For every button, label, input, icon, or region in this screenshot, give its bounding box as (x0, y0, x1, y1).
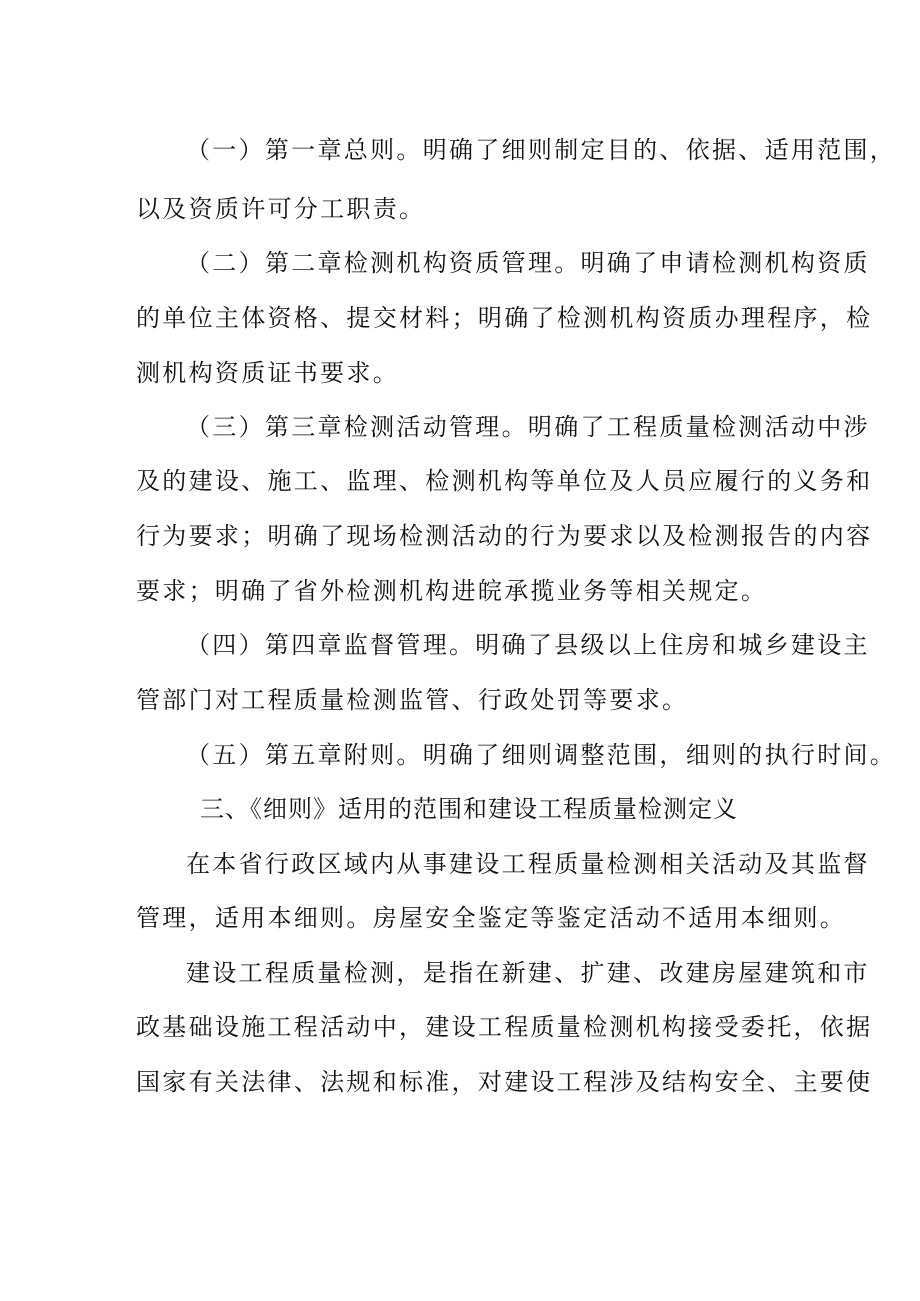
paragraph-definition-line3: 国家有关法律、法规和标准，对建设工程涉及结构安全、主要使 (136, 1068, 873, 1096)
paragraph-scope-line2: 管理，适用本细则。房屋安全鉴定等鉴定活动不适用本细则。 (136, 904, 847, 932)
paragraph-chapter1-line1: （一）第一章总则。明确了细则制定目的、依据、适用范围， (186, 136, 897, 164)
paragraph-chapter4-line1: （四）第四章监督管理。明确了县级以上住房和城乡建设主 (186, 631, 870, 659)
paragraph-chapter2-line1: （二）第二章检测机构资质管理。明确了申请检测机构资质 (186, 249, 870, 277)
paragraph-chapter3-line3: 行为要求；明确了现场检测活动的行为要求以及检测报告的内容 (136, 522, 873, 550)
paragraph-scope-line1: 在本省行政区域内从事建设工程质量检测相关活动及其监督 (186, 850, 870, 878)
paragraph-chapter4-line2: 管部门对工程质量检测监管、行政处罚等要求。 (136, 686, 689, 714)
paragraph-chapter1-line2: 以及资质许可分工职责。 (136, 195, 426, 223)
paragraph-chapter3-line1: （三）第三章检测活动管理。明确了工程质量检测活动中涉 (186, 413, 870, 441)
paragraph-chapter2-line3: 测机构资质证书要求。 (136, 359, 399, 387)
paragraph-definition-line2: 政基础设施工程活动中，建设工程质量检测机构接受委托，依据 (136, 1013, 873, 1041)
paragraph-chapter3-line4: 要求；明确了省外检测机构进皖承揽业务等相关规定。 (136, 577, 768, 605)
paragraph-chapter3-line2: 及的建设、施工、监理、检测机构等单位及人员应履行的义务和 (136, 467, 873, 495)
paragraph-chapter2-line2: 的单位主体资格、提交材料；明确了检测机构资质办理程序，检 (136, 304, 873, 332)
paragraph-chapter5-line1: （五）第五章附则。明确了细则调整范围，细则的执行时间。 (186, 741, 897, 769)
paragraph-definition-line1: 建设工程质量检测，是指在新建、扩建、改建房屋建筑和市 (186, 959, 870, 987)
section-heading: 三、《细则》适用的范围和建设工程质量检测定义 (200, 795, 738, 823)
